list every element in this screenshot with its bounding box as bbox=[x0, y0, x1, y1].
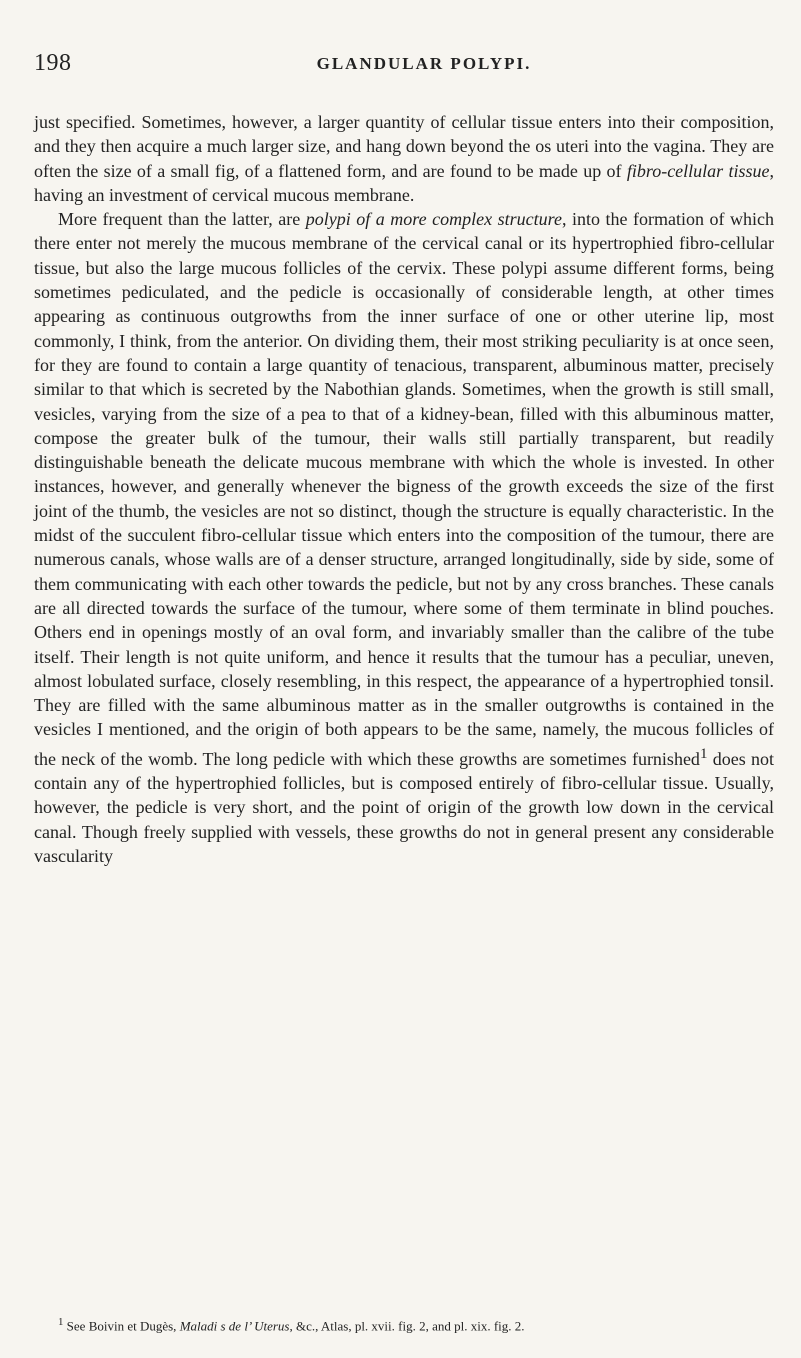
page-number: 198 bbox=[34, 50, 72, 76]
text-span: , having an investment of cervical mucous membrane. bbox=[34, 160, 774, 205]
body-text bbox=[34, 110, 774, 868]
footnote bbox=[34, 1314, 774, 1334]
page-header bbox=[34, 50, 774, 80]
running-title: GLANDULAR POLYPI. bbox=[316, 54, 532, 73]
text-span: , into the formation of which there enter not merely the mucous membrane of the cervical canal or its hypertrophied fibro-cellular tissue, but also the large mucous follicles of the cervix. These polypi assume different forms, being sometimes pediculated, and the pedicle is occasionally of considerable length, at other times appearing as continuous outgrowths from the inner surface of one or other uterine lip, most commonly, I think, from the anterior. On dividing them, their most striking peculiarity is at once seen, for they are found to contain a large quantity of tenacious, transparent, albuminous matter, precisely similar to that which is secreted by the Nabothian glands. Sometimes, when the growth is still small, vesicles, varying from the size of a pea to that of a kidney-bean, filled with this albuminous matter, compose the greater bulk of the tumour, their walls still partially transparent, but readily distinguishable beneath the delicate mucous membrane with which the whole is invested. In other instances, however, and generally whenever the bigness of the growth exceeds the size of the first joint of the thumb, the vesicles are not so distinct, though the structure is equally characteristic. In the midst of the succulent fibro-cellular tissue which enters into the composition of the tumour, there are numerous canals, whose walls are of a denser structure, arranged longitudinally, side by side, some of them communicating with each other towards the pedicle, but not by any cross branches. These canals are all directed towards the surface of the tumour, where some of them terminate in blind pouches. Others end in openings mostly of an oval form, and invariably smaller than the calibre of the tube itself. Their length is not quite uniform, and hence it results that the tumour has a peculiar, uneven, almost lobulated surface, closely resembling, in this respect, the appearance of a hypertrophied tonsil. They are filled with the same albuminous matter as in the smaller outgrowths is contained in the vesicles I mentioned, and the origin of both appears to be the same, namely, the mucous follicles of the neck of the womb. The long pedicle with which these growths are sometimes furnished bbox=[34, 209, 774, 769]
italic-span: fibro-cellular tissue bbox=[626, 160, 770, 181]
text-span: just specified. Sometimes, however, a larger quantity of cellular tissue enters into their composition, and they then acquire a much larger size, and hang down beyond the os uteri into the vagina. They are often the size of a small fig, of a flattened form, and are found to be made up of bbox=[34, 112, 774, 181]
footnote-marker: 1 bbox=[58, 1316, 64, 1328]
paragraph-1 bbox=[34, 110, 774, 207]
paragraph-2 bbox=[34, 207, 774, 868]
italic-span: polypi of a more complex structure bbox=[305, 209, 562, 230]
text-span: &c., Atlas, pl. xvii. fig. 2, and pl. xix. fig. 2. bbox=[292, 1318, 525, 1334]
text-span: See Boivin et Dugès, bbox=[63, 1318, 180, 1334]
text-span: does not contain any of the hypertrophied follicles, but is composed entirely of fibro-cellular tissue. Usually, however, the pedicle is very short, and the point of origin of the growth low down in the cervical canal. Though freely supplied with vessels, these growths do not in general present any considerable vascularity bbox=[34, 748, 774, 866]
italic-span: Maladi s de l’ Uterus, bbox=[179, 1318, 293, 1334]
text-span: More frequent than the latter, are bbox=[58, 209, 306, 230]
footnote-marker: 1 bbox=[699, 745, 708, 762]
